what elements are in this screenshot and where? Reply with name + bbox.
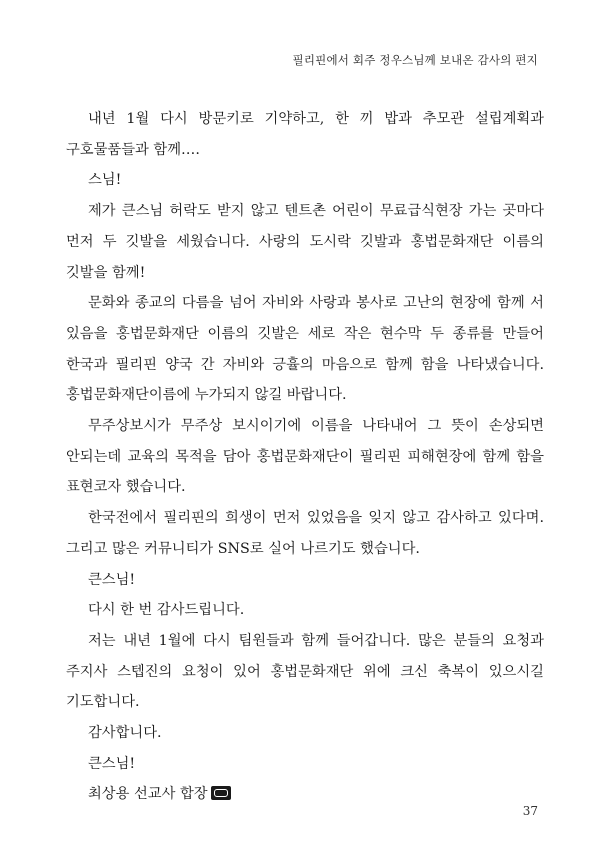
paragraph: 무주상보시가 무주상 보시이기에 이름을 나타내어 그 뜻이 손상되면 안되는데 교육의 목적을 담아 홍법문화재단이 필리핀 피해현장에 함께 함을 표현코자 했습니다.: [66, 418, 544, 496]
paragraph: 내년 1월 다시 방문키로 기약하고, 한 끼 밥과 추모관 설립계획과 구호물품들과 함께….: [66, 111, 544, 158]
signature-line: [66, 779, 544, 810]
letter-body: [66, 104, 544, 810]
signature-text: 최상용 선교사 합장: [88, 786, 208, 803]
paragraph: 제가 큰스님 허락도 받지 않고 텐트촌 어린이 무료급식현장 가는 곳마다 먼저 두 깃발을 세웠습니다. 사랑의 도시락 깃발과 홍법문화재단 이름의 깃발을 함께!: [66, 203, 544, 281]
running-title: 필리핀에서 회주 정우스님께 보내온 감사의 편지: [292, 53, 538, 67]
paragraph: 스님!: [88, 172, 122, 189]
hapjang-seal-icon: [211, 786, 231, 800]
paragraph: 큰스님!: [88, 571, 136, 588]
paragraph: 감사합니다.: [88, 725, 162, 742]
paragraph: 다시 한 번 감사드립니다.: [88, 602, 245, 619]
paragraph: 저는 내년 1월에 다시 팀원들과 함께 들어갑니다. 많은 분들의 요청과 주지사 스텝진의 요청이 있어 홍법문화재단 위에 크신 축복이 있으시길 기도합니다.: [66, 632, 544, 711]
page-number: 37: [522, 804, 538, 818]
paragraph: 한국전에서 필리핀의 희생이 먼저 있었음을 잊지 않고 감사하고 있다며. 그리고 많은 커뮤니티가 SNS로 실어 나르기도 했습니다.: [66, 510, 544, 557]
paragraph: 문화와 종교의 다름을 넘어 자비와 사랑과 봉사로 고난의 현장에 함께 서 있음을 홍법문화재단 이름의 깃발은 세로 작은 현수막 두 종류를 만들어 한국과 필리핀 양국 간 자비와 긍휼의 마음으로 함께 함을 나타냈습니다. 홍법문화재단이름에 누가되지 않길 바랍니다.: [66, 295, 544, 404]
paragraph: 큰스님!: [88, 755, 136, 772]
